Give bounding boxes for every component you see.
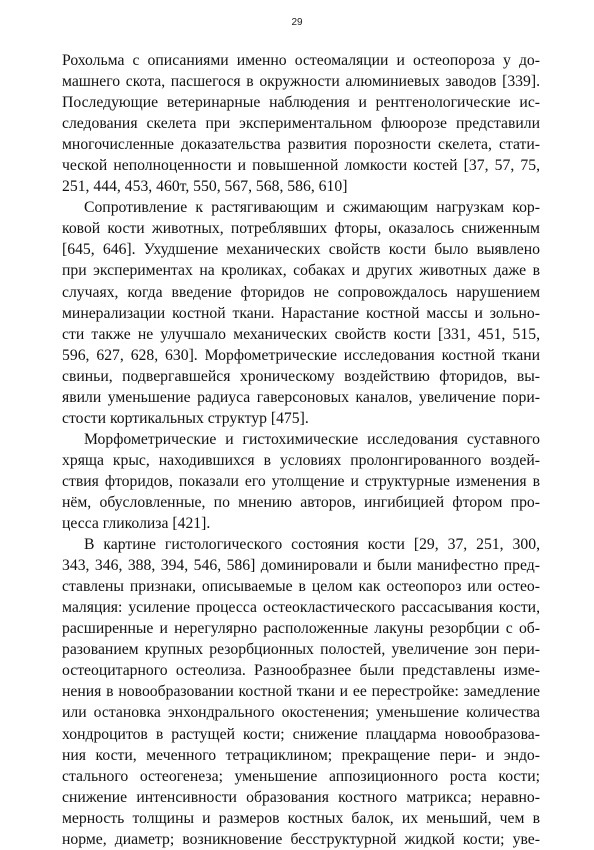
text-line: 596, 627, 628, 630]. Морфометрические исследования костной ткани [62,346,540,364]
text-line: ставлены признаки, описываемые в целом как остеопороз или остео- [62,578,540,596]
text-line: 251, 444, 453, 460т, 550, 567, 568, 586, 610] [62,178,348,196]
text-line: норме, диаметр; возникновение бесструктурной жидкой кости; уве- [62,830,540,848]
text-line: ния кости, меченного тетрациклином; прекращение пери- и эндо- [62,746,540,764]
text-line: следования скелета при экспериментальном флюорозе представили [62,115,540,133]
text-line: мерность толщины и размеров костных балок, их меньший, чем в [62,809,540,827]
text-line: ческой неполноценности и повышенной ломкости костей [37, 57, 75, [62,157,540,175]
text-line: ствия фторидов, показали его утолщение и структурные изменения в [62,472,540,490]
text-line: многочисленные доказательства развития порозности скелета, стати- [62,136,540,154]
text-line: 343, 346, 388, 394, 546, 586] доминировали и были манифестно пред- [62,557,540,575]
text-line: [645, 646]. Ухудшение механических свойств кости было выявлено [62,241,540,259]
text-line: нения в новообразовании костной ткани и ее перестройке: замедление [62,683,540,701]
text-line: В картине гистологического состояния кости [29, 37, 251, 300, [84,536,540,554]
text-line: разованием крупных резорбционных полостей, увеличение зон пери- [62,641,540,659]
text-line: при экспериментах на кроликах, собаках и других животных даже в [62,262,540,280]
text-line: Рохольма с описаниями именно остеомаляции и остеопороза у до- [62,52,540,69]
body-text [62,50,540,850]
text-line: явили уменьшение радиуса гаверсоновых каналов, увеличение пори- [62,388,540,406]
text-line: свиньи, подвергавшейся хроническому воздействию фторидов, вы- [62,367,540,385]
text-line: остеоцитарного остеолиза. Разнообразнее были представлены изме- [62,662,540,680]
text-line: Последующие ветеринарные наблюдения и рентгенологические ис- [62,94,540,112]
text-line: ковой кости животных, потреблявших фторы, оказалось сниженным [62,220,540,238]
text-line: снижение интенсивности образования костного матрикса; неравно- [62,788,540,806]
text-line: цесса гликолиза [421]. [62,515,211,533]
text-line: или остановка энхондрального окостенения; уменьшение количества [62,704,540,722]
text-line: стости кортикальных структур [475]. [62,409,309,427]
text-line: хряща крыс, находившихся в условиях пролонгированного воздей- [62,451,540,469]
text-line: сти также не улучшало механических свойств кости [331, 451, 515, [62,325,540,343]
text-line: случаях, когда введение фторидов не сопровождалось нарушением [62,283,540,301]
text-line: минерализации костной ткани. Нарастание костной массы и зольно- [62,304,540,322]
text-line: расширенные и нерегулярно расположенные лакуны резорбции с об- [62,620,540,638]
text-line: Морфометрические и гистохимические исследования суставного [84,430,540,448]
page-number: 29 [291,17,303,28]
text-line: Сопротивление к растягивающим и сжимающим нагрузкам кор- [84,199,540,217]
text-line: стального остеогенеза; уменьшение аппозиционного роста кости; [62,767,540,785]
text-line: хондроцитов в растущей кости; снижение плацдарма новообразова- [62,725,540,743]
text-line: нём, обусловленные, по мнению авторов, ингибицией фтором про- [62,493,540,511]
text-line: машнего скота, пасшегося в окружности алюминиевых заводов [339]. [62,73,540,91]
text-line: маляция: усиление процесса остеокластического рассасывания кости, [62,599,540,617]
